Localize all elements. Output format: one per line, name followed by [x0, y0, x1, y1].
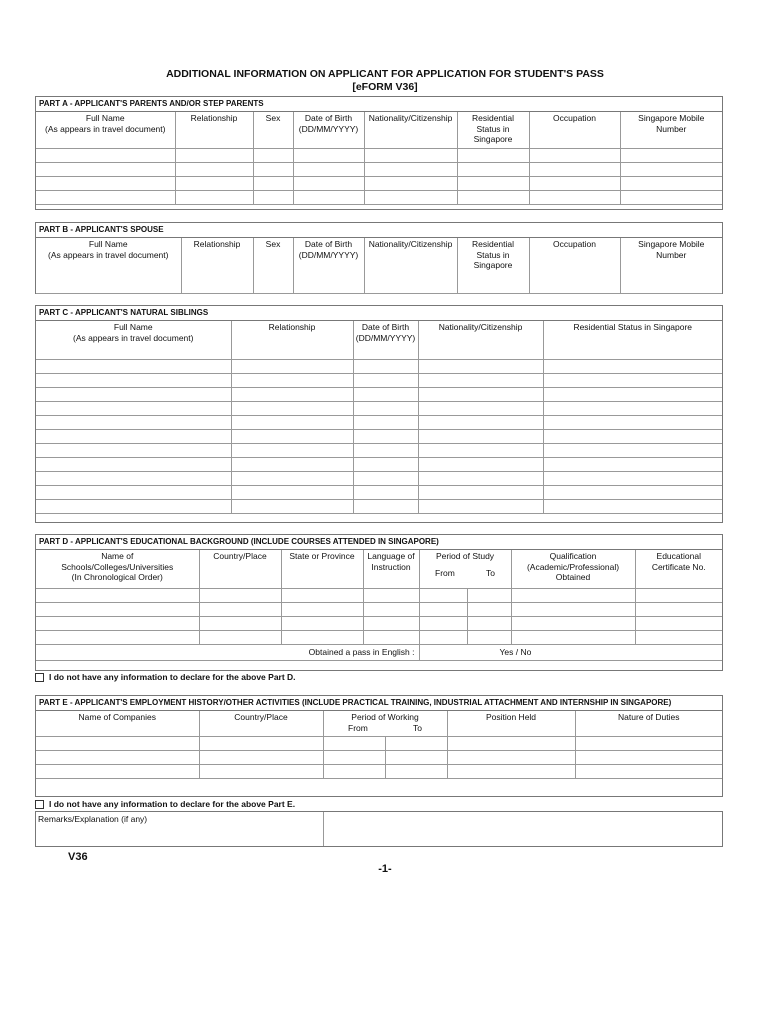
- table-row[interactable]: [36, 471, 722, 485]
- table-row[interactable]: [36, 148, 722, 162]
- part-d-heading: PART D - APPLICANT'S EDUCATIONAL BACKGROUND (INCLUDE COURSES ATTENDED IN SINGAPORE): [36, 535, 722, 550]
- english-pass-value[interactable]: Yes / No: [419, 644, 722, 660]
- part-c-col-nationality: Nationality/Citizenship: [418, 321, 543, 359]
- part-b-row[interactable]: [36, 238, 722, 293]
- part-d-no-info: [35, 672, 296, 683]
- part-d-col-certificate: Educational Certificate No.: [635, 550, 722, 588]
- part-d-section: [35, 534, 723, 671]
- part-d-col-qualification: Qualification (Academic/Professional) Obtained: [511, 550, 635, 588]
- part-e-period-to: To: [412, 722, 422, 733]
- part-d-col-state: State or Province: [281, 550, 363, 588]
- part-c-section: [35, 305, 723, 523]
- part-d-col-language: Language of Instruction: [363, 550, 419, 588]
- part-c-table: [36, 321, 722, 514]
- part-b-col-mobile: Singapore Mobile Number: [620, 238, 722, 293]
- part-c-col-full-name: Full Name (As appears in travel document): [36, 321, 231, 359]
- part-b-col-residential: Residential Status in Singapore: [457, 238, 529, 293]
- table-row[interactable]: [36, 750, 722, 764]
- part-a-col-full-name: Full Name (As appears in travel document): [36, 112, 175, 148]
- part-d-no-info-label: I do not have any information to declare for the above Part D.: [49, 672, 296, 682]
- part-b-col-full-name: Full Name (As appears in travel document): [36, 238, 181, 293]
- part-e-col-country: Country/Place: [199, 711, 323, 736]
- part-e-no-info-label: I do not have any information to declare for the above Part E.: [49, 799, 296, 809]
- part-d-english-row: [36, 644, 722, 660]
- part-a-col-occupation: Occupation: [529, 112, 620, 148]
- part-d-period-to: To: [485, 567, 495, 578]
- part-c-col-residential: Residential Status in Singapore: [543, 321, 722, 359]
- table-row[interactable]: [36, 401, 722, 415]
- table-row[interactable]: [36, 387, 722, 401]
- part-b-section: [35, 222, 723, 294]
- part-e-no-info: [35, 799, 295, 810]
- part-d-no-info-checkbox[interactable]: [35, 673, 44, 682]
- table-row[interactable]: [36, 630, 722, 644]
- form-title: ADDITIONAL INFORMATION ON APPLICANT FOR APPLICATION FOR STUDENT'S PASS: [166, 68, 604, 80]
- page-number: -1-: [378, 863, 392, 875]
- english-pass-label: Obtained a pass in English :: [36, 644, 419, 660]
- part-a-col-dob: Date of Birth (DD/MM/YYYY): [293, 112, 364, 148]
- part-b-col-dob: Date of Birth (DD/MM/YYYY): [293, 238, 364, 293]
- remarks-box: [35, 811, 723, 847]
- part-c-col-relationship: Relationship: [231, 321, 353, 359]
- part-a-col-mobile: Singapore Mobile Number: [620, 112, 722, 148]
- table-row[interactable]: [36, 359, 722, 373]
- table-row[interactable]: [36, 415, 722, 429]
- part-b-table: [36, 238, 722, 294]
- part-a-col-nationality: Nationality/Citizenship: [364, 112, 457, 148]
- part-b-col-occupation: Occupation: [529, 238, 620, 293]
- table-row[interactable]: [36, 176, 722, 190]
- part-d-col-period: [419, 550, 511, 588]
- part-e-period-from: From: [348, 722, 368, 733]
- form-code-title: [eFORM V36]: [352, 81, 418, 93]
- part-b-col-sex: Sex: [253, 238, 293, 293]
- part-e-col-period: [323, 711, 447, 736]
- part-d-col-country: Country/Place: [199, 550, 281, 588]
- table-row[interactable]: [36, 616, 722, 630]
- part-a-table: [36, 112, 722, 205]
- table-row[interactable]: [36, 736, 722, 750]
- part-a-col-residential: Residential Status in Singapore: [457, 112, 529, 148]
- part-d-period-label: Period of Study: [435, 551, 495, 561]
- remarks-label: Remarks/Explanation (if any): [36, 812, 324, 846]
- part-d-table: [36, 550, 722, 661]
- table-row[interactable]: [36, 602, 722, 616]
- part-e-no-info-checkbox[interactable]: [35, 800, 44, 809]
- table-row[interactable]: [36, 429, 722, 443]
- table-row[interactable]: [36, 499, 722, 513]
- part-e-section: [35, 695, 723, 797]
- part-d-period-sub: [420, 568, 511, 579]
- part-e-col-duties: Nature of Duties: [575, 711, 722, 736]
- part-d-header-row: [36, 550, 722, 588]
- table-row[interactable]: [36, 162, 722, 176]
- part-d-period-from: From: [435, 567, 455, 578]
- part-e-table: [36, 711, 722, 779]
- part-a-col-sex: Sex: [253, 112, 293, 148]
- part-b-col-relationship: Relationship: [181, 238, 253, 293]
- table-row[interactable]: [36, 443, 722, 457]
- part-a-col-relationship: Relationship: [175, 112, 253, 148]
- part-c-col-dob: Date of Birth (DD/MM/YYYY): [353, 321, 418, 359]
- part-e-col-position: Position Held: [447, 711, 575, 736]
- part-b-col-nationality: Nationality/Citizenship: [364, 238, 457, 293]
- table-row[interactable]: [36, 190, 722, 204]
- part-c-heading: PART C - APPLICANT'S NATURAL SIBLINGS: [36, 306, 722, 321]
- table-row[interactable]: [36, 457, 722, 471]
- part-d-col-school: Name of Schools/Colleges/Universities (In Chronological Order): [36, 550, 199, 588]
- part-e-heading: PART E - APPLICANT'S EMPLOYMENT HISTORY/OTHER ACTIVITIES (INCLUDE PRACTICAL TRAINING, INDUSTRIAL ATTACHMENT AND INTERNSHIP IN SINGAPORE): [36, 696, 722, 711]
- table-row[interactable]: [36, 373, 722, 387]
- part-a-section: [35, 96, 723, 210]
- remarks-field[interactable]: [324, 812, 722, 846]
- part-a-heading: PART A - APPLICANT'S PARENTS AND/OR STEP PARENTS: [36, 97, 722, 112]
- table-row[interactable]: [36, 588, 722, 602]
- part-e-header-row: [36, 711, 722, 736]
- part-a-header-row: [36, 112, 722, 148]
- part-e-period-sub: [326, 723, 445, 734]
- part-c-header-row: [36, 321, 722, 359]
- part-e-col-company: Name of Companies: [36, 711, 199, 736]
- table-row[interactable]: [36, 485, 722, 499]
- part-e-period-label: Period of Working: [351, 712, 419, 722]
- footer-form-code: V36: [68, 851, 88, 863]
- table-row[interactable]: [36, 764, 722, 778]
- part-b-heading: PART B - APPLICANT'S SPOUSE: [36, 223, 722, 238]
